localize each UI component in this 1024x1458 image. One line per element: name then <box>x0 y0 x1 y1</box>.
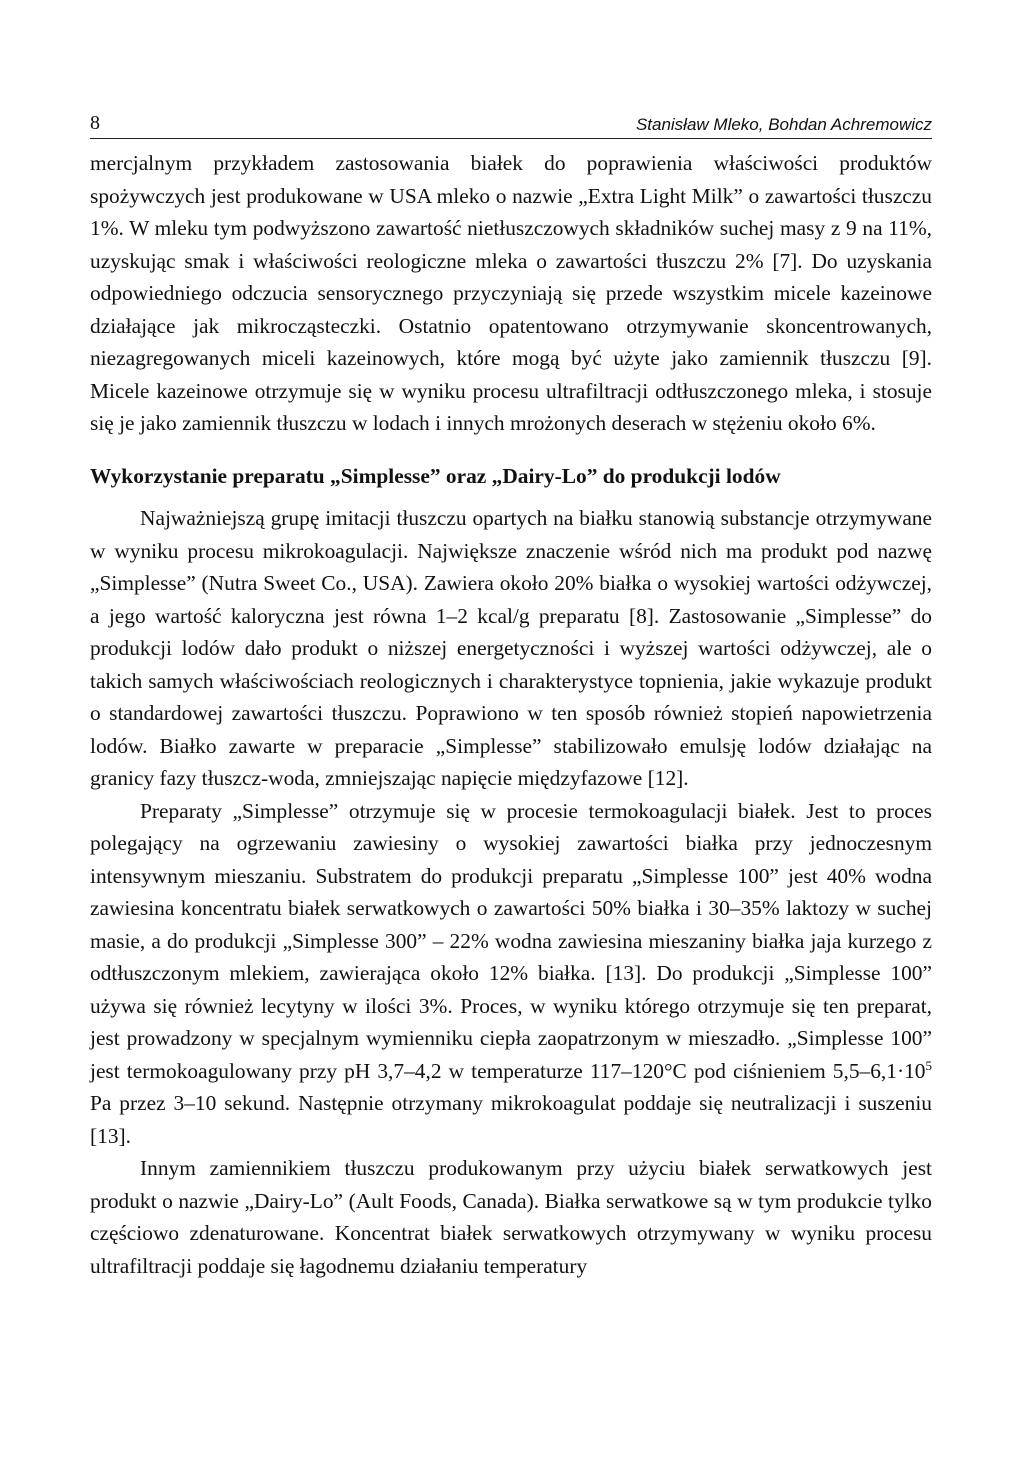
section-heading: Wykorzystanie preparatu „Simplesse” oraz „Dairy-Lo” do produkcji lodów <box>90 463 781 488</box>
page-number: 8 <box>90 112 100 134</box>
page-header <box>90 112 932 139</box>
paragraph-1: mercjalnym przykładem zastosowania białek do poprawienia właściwości produktów spożywczych jest produkowane w USA mleko o nazwie „Extra Light Milk” o zawartości tłuszczu 1%. W mleku tym podwyższono zawartość nietłuszczowych składników suchej masy z 9 na 11%, uzyskując smak i właściwości reologiczne mleka o zawartości tłuszczu 2% [7]. Do uzyskania odpowiedniego odczucia sensorycznego przyczyniają się przede wszystkim micele kazeinowe działające jak mikrocząsteczki. Ostatnio opatentowano otrzymywanie skoncentrowanych, niezagregowanych miceli kazeinowych, które mogą być użyte jako zamiennik tłuszczu [9]. Micele kazeinowe otrzymuje się w wyniku procesu ultrafiltracji odtłuszczonego mleka, i stosuje się je jako zamiennik tłuszczu w lodach i innych mrożonych deserach w stężeniu około 6%. <box>90 151 932 435</box>
paragraph-4: Innym zamiennikiem tłuszczu produkowanym przy użyciu białek serwatkowych jest produkt o nazwie „Dairy-Lo” (Ault Foods, Canada). Białka serwatkowe są w tym produkcie tylko częściowo zdenaturowane. Koncentrat białek serwatkowych otrzymywany w wyniku procesu ultrafiltracji poddaje się łagodnemu działaniu temperatury <box>90 1156 932 1278</box>
body-text <box>90 147 932 1282</box>
paragraph-3-text-a: Preparaty „Simplesse” otrzymuje się w procesie termokoagulacji białek. Jest to proces polegający na ogrzewaniu zawiesiny o wysokiej zawartości białka przy jednoczesnym intensywnym mieszaniu. Substratem do produkcji preparatu „Simplesse 100” jest 40% wodna zawiesina koncentratu białek serwatkowych o zawartości 50% białka i 30–35% laktozy w suchej masie, a do produkcji „Simplesse 300” – 22% wodna zawiesina mieszaniny białka jaja kurzego z odtłuszczonym mlekiem, zawierająca około 12% białka. [13]. Do produkcji „Simplesse 100” używa się również lecytyny w ilości 3%. Proces, w wyniku którego otrzymuje się ten preparat, jest prowadzony w specjalnym wymienniku ciepła zaopatrzonym w mieszadło. „Simplesse 100” jest termokoagulowany przy pH 3,7–4,2 w temperaturze 117–120°C pod ciśnieniem 5,5–6,1·10 <box>90 798 932 1083</box>
paragraph-3 <box>90 795 932 1153</box>
paragraph-2: Najważniejszą grupę imitacji tłuszczu opartych na białku stanowią substancje otrzymywane w wyniku procesu mikrokoagulacji. Największe znaczenie wśród nich ma produkt pod nazwę „Simplesse” (Nutra Sweet Co., USA). Zawiera około 20% białka o wysokiej wartości odżywczej, a jego wartość kaloryczna jest równa 1–2 kcal/g preparatu [8]. Zastosowanie „Simplesse” do produkcji lodów dało produkt o niższej energetyczności i wyższej wartości odżywczej, ale o takich samych właściwościach reologicznych i charakterystyce topnienia, jakie wykazuje produkt o standardowej zawartości tłuszczu. Poprawiono w ten sposób również stopień napowietrzenia lodów. Białko zawarte w preparacie „Simplesse” stabilizowało emulsję lodów działając na granicy fazy tłuszcz-woda, zmniejszając napięcie międzyfazowe [12]. <box>90 506 932 790</box>
running-head-authors: Stanisław Mleko, Bohdan Achremowicz <box>635 115 932 134</box>
paragraph-3-text-b: Pa przez 3–10 sekund. Następnie otrzymany mikrokoagulat poddaje się neutralizacji i suszeniu [13]. <box>90 1091 932 1148</box>
exponent-superscript: 5 <box>925 1057 932 1073</box>
